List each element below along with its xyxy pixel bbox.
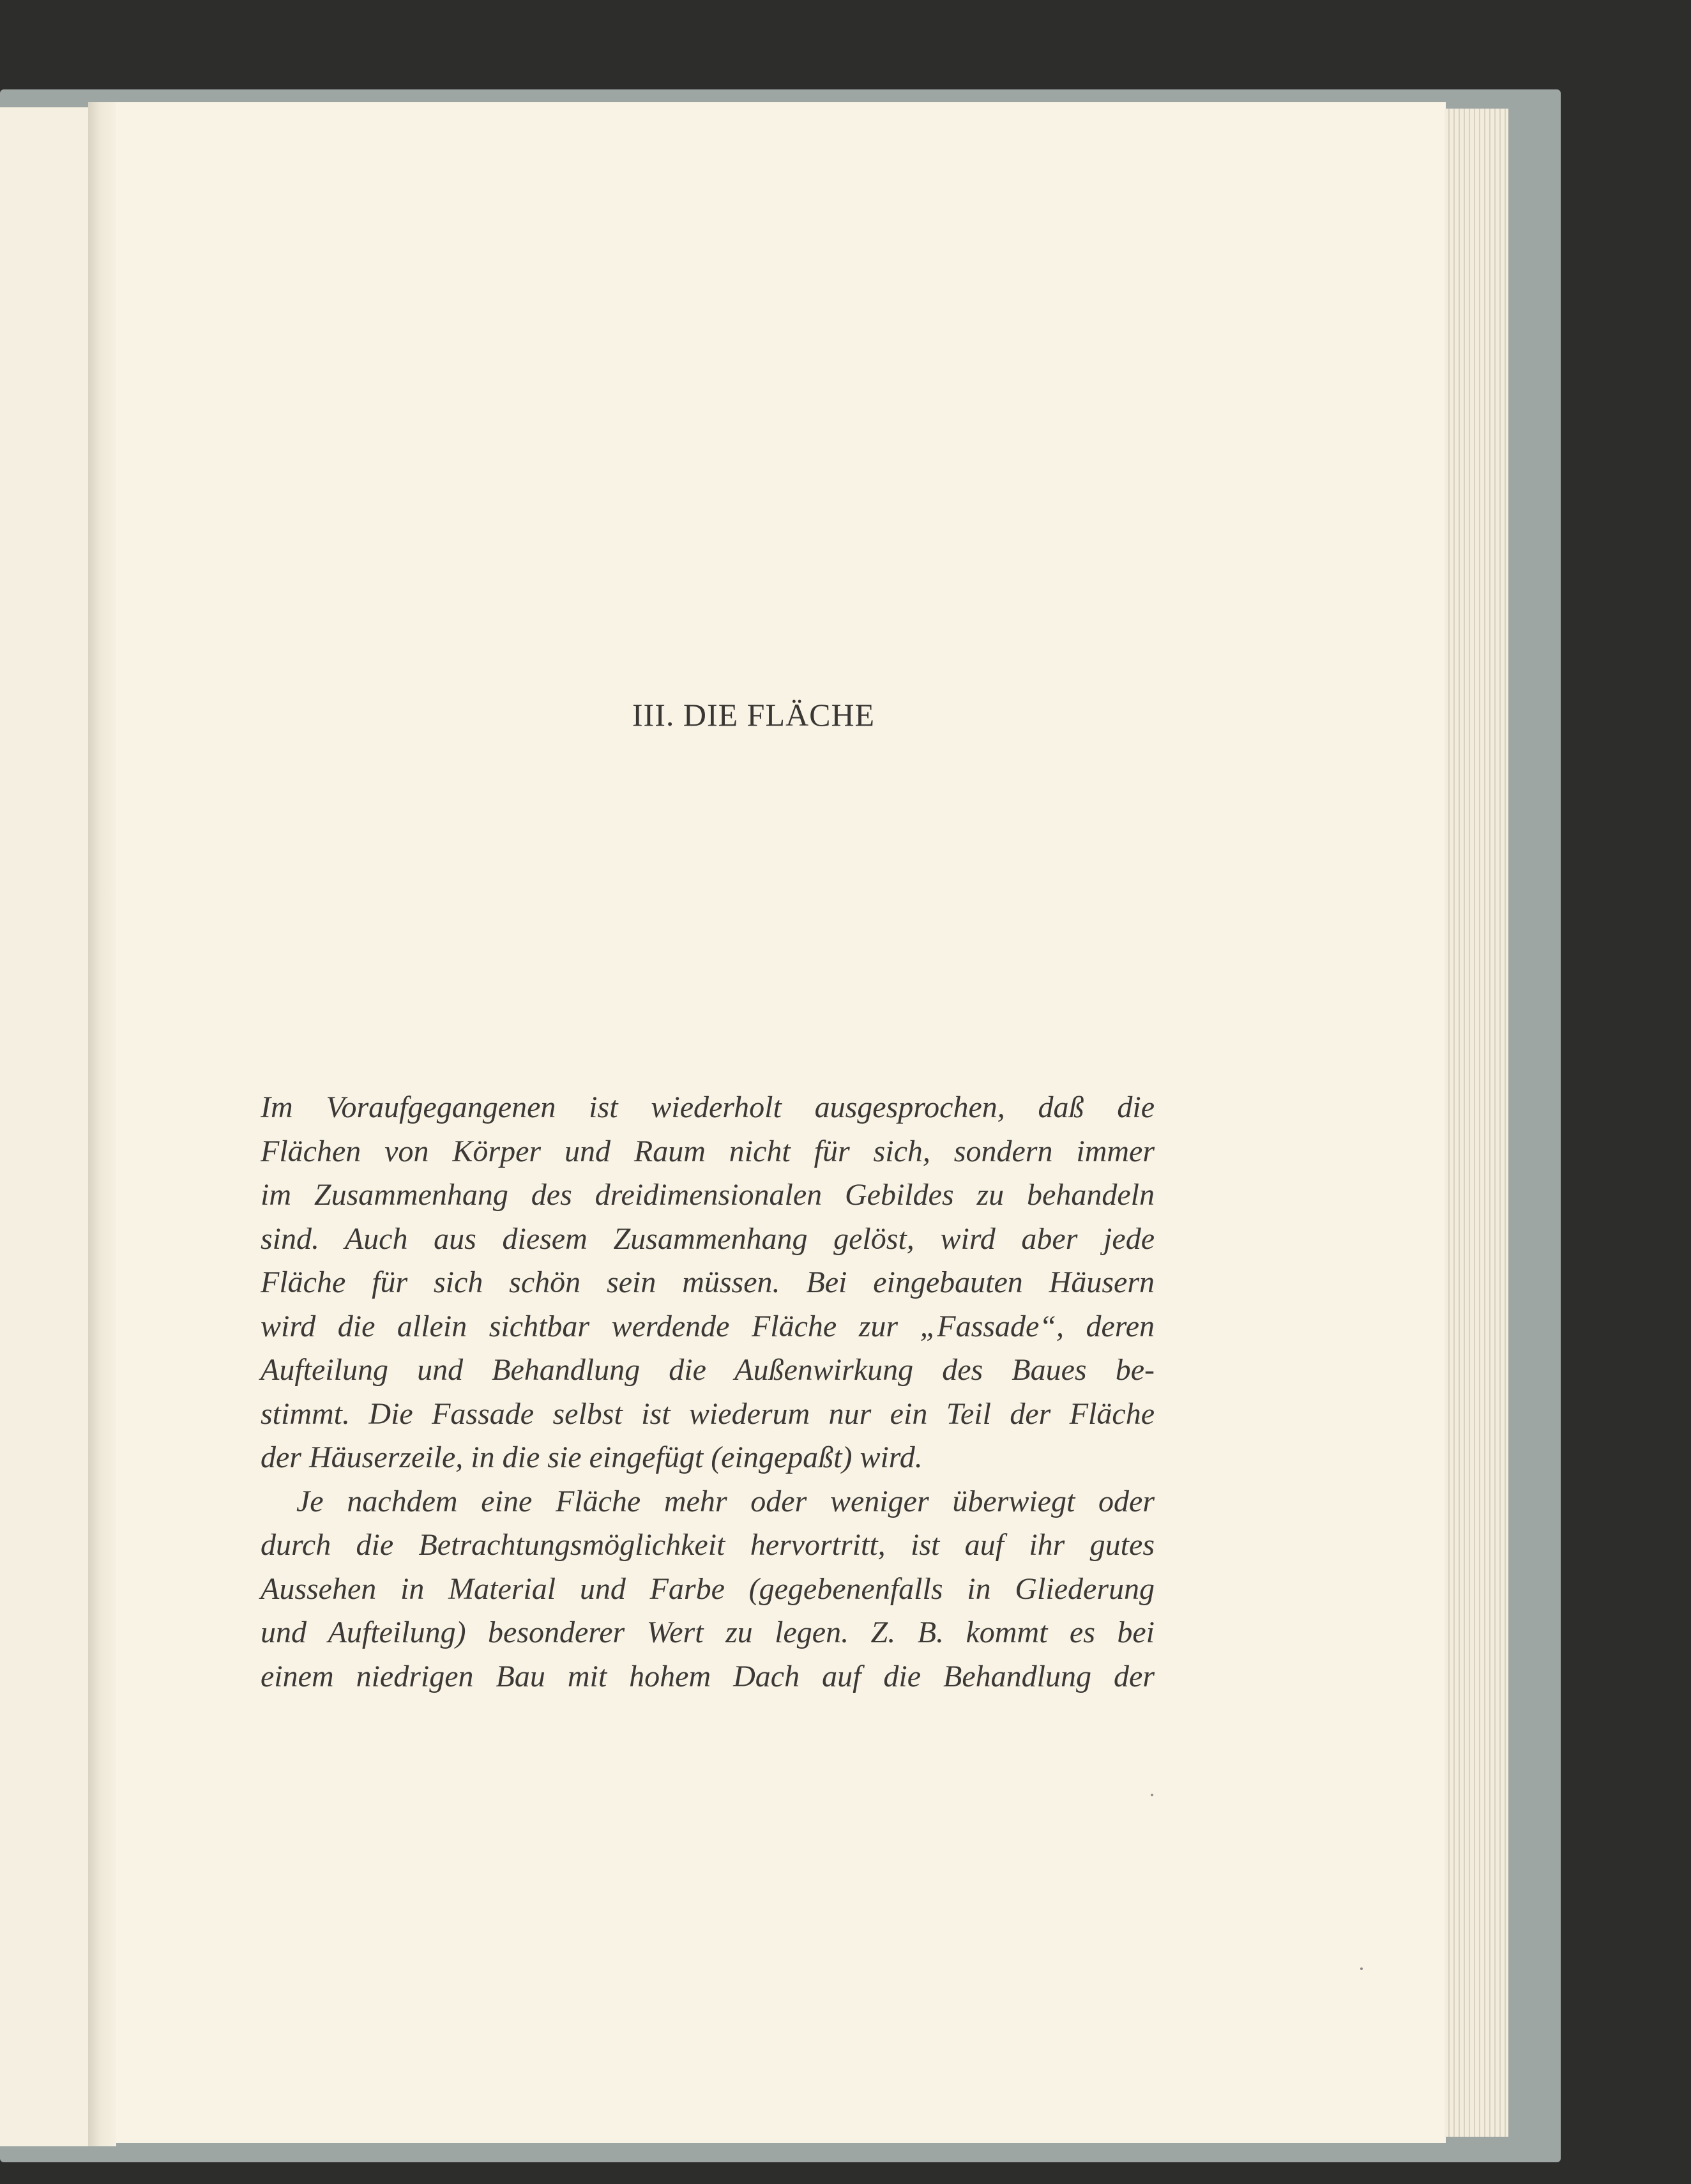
text-line: Je nachdem eine Fläche mehr oder weniger überwiegt oder <box>296 1484 1155 1518</box>
text-line: im Zusammenhang des dreidimensionalen Gebildes zu behandeln <box>261 1178 1155 1212</box>
text-line: stimmt. Die Fassade selbst ist wiederum nur ein Teil der Fläche <box>261 1396 1155 1431</box>
body-text <box>261 1086 1155 1699</box>
text-line: und Aufteilung) besonderer Wert zu legen. Z. B. kommt es bei <box>261 1615 1155 1649</box>
paper-speck <box>1151 1794 1153 1796</box>
text-line: Fläche für sich schön sein müssen. Bei eingebauten Häusern <box>261 1265 1155 1299</box>
text-line: sind. Auch aus diesem Zusammenhang gelöst, wird aber jede <box>261 1221 1155 1256</box>
paragraph-2 <box>261 1480 1155 1699</box>
text-line: Im Voraufgegangenen ist wiederholt ausgesprochen, daß die <box>261 1090 1155 1124</box>
text-line: Aussehen in Material und Farbe (gegebenenfalls in Gliederung <box>261 1571 1155 1606</box>
text-line: Flächen von Körper und Raum nicht für sich, sondern immer <box>261 1134 1155 1168</box>
book-gutter <box>88 102 116 2146</box>
chapter-title: III. DIE FLÄCHE <box>632 697 876 733</box>
paper-speck <box>1360 1967 1363 1970</box>
text-line: einem niedrigen Bau mit hohem Dach auf die Behandlung der <box>261 1659 1155 1693</box>
text-line: wird die allein sichtbar werdende Fläche zur „Fassade“, deren <box>261 1309 1155 1343</box>
paragraph-1 <box>261 1086 1155 1480</box>
page-stack-edges <box>1445 109 1508 2137</box>
text-line: durch die Betrachtungsmöglichkeit hervortritt, ist auf ihr gutes <box>261 1528 1155 1562</box>
text-line: der Häuserzeile, in die sie eingefügt (eingepaßt) wird. <box>261 1440 923 1474</box>
left-page-edge <box>0 107 96 2146</box>
text-line: Aufteilung und Behandlung die Außenwirkung des Baues be- <box>261 1353 1155 1387</box>
